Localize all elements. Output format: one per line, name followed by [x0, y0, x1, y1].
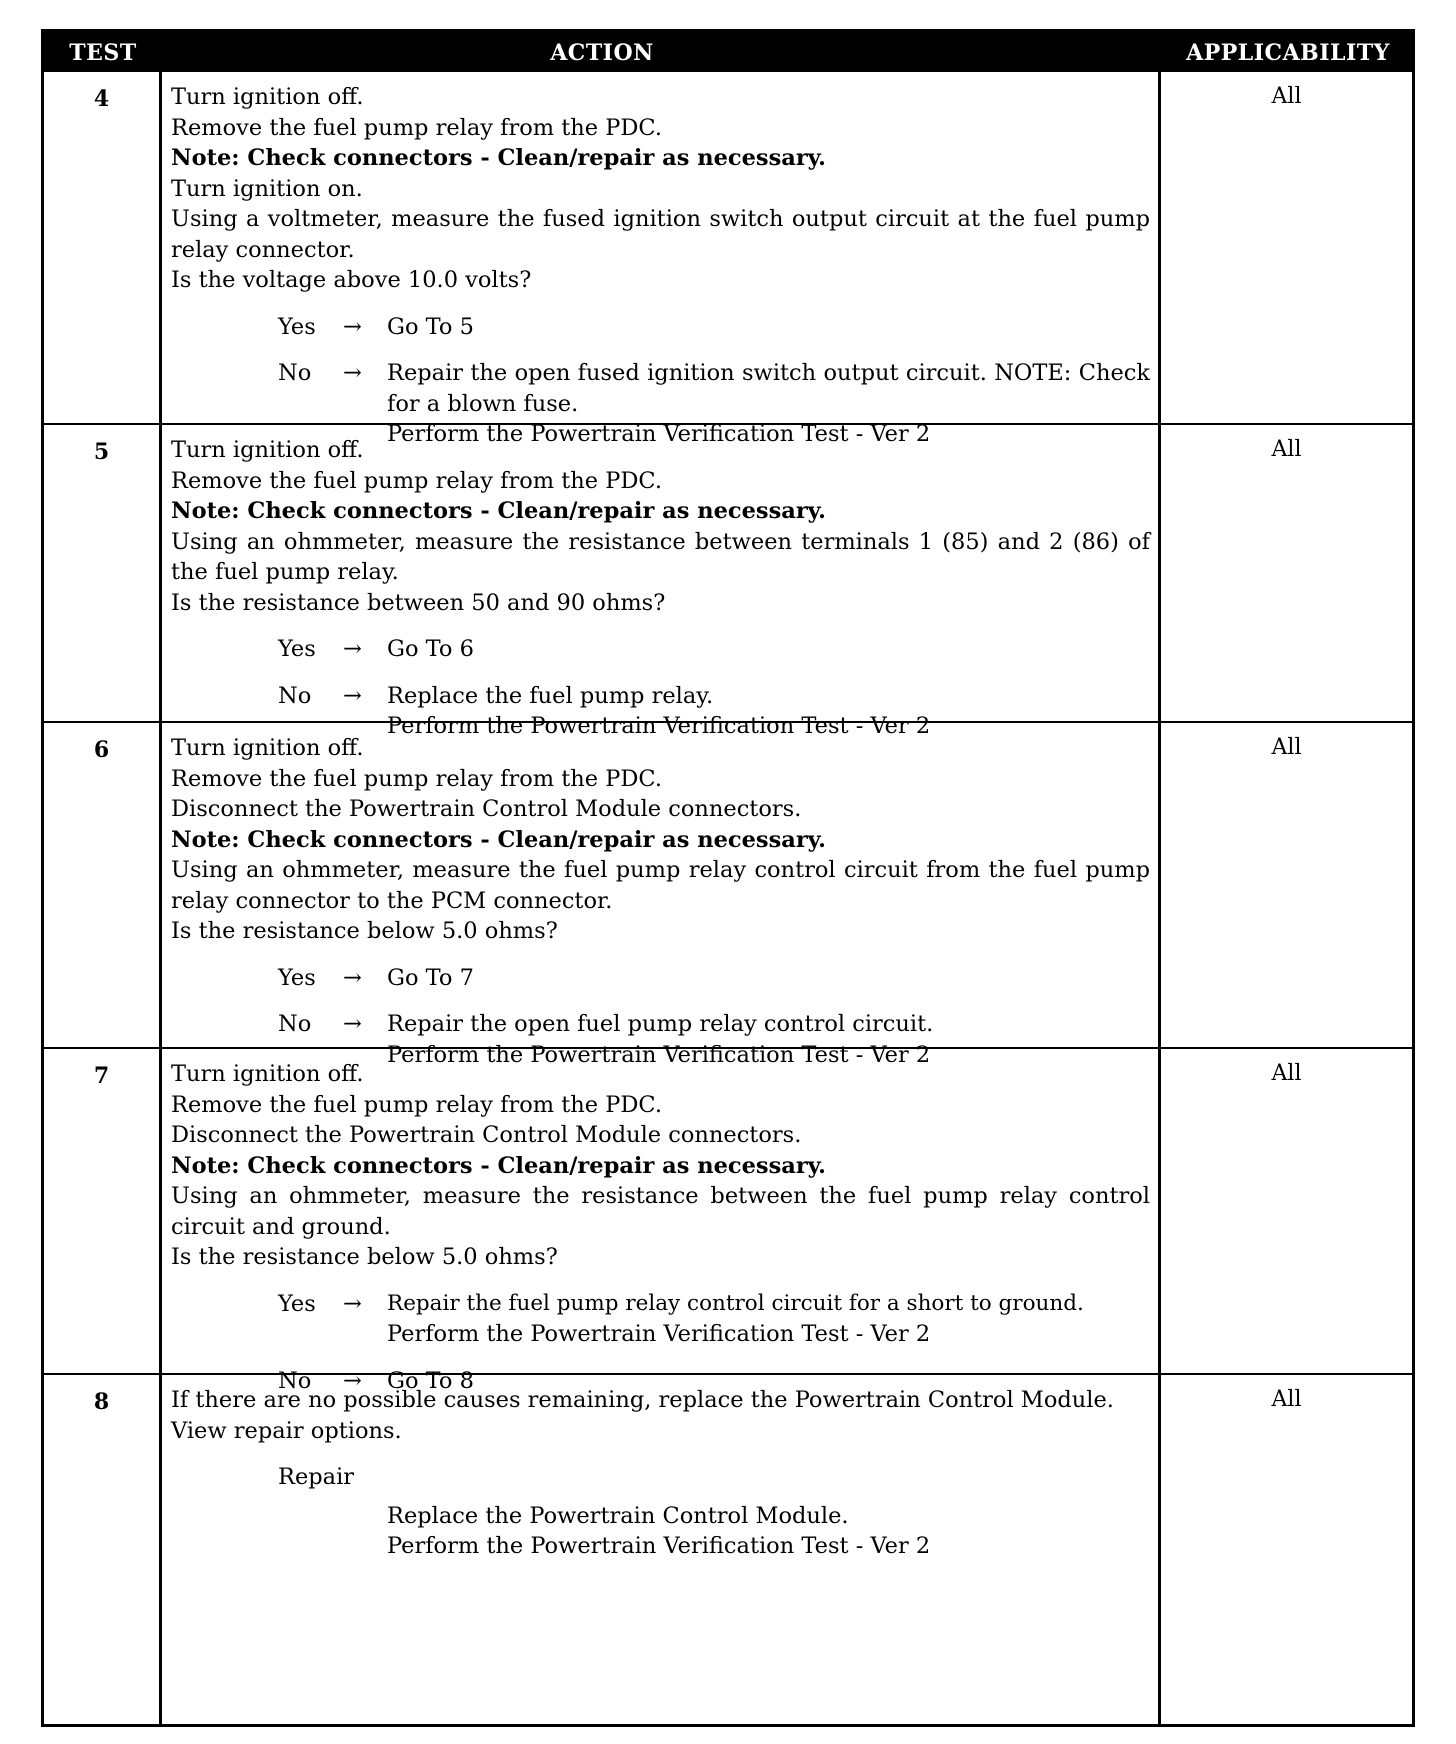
- note: Note: Check connectors - Clean/repair as necessary.: [171, 826, 826, 853]
- yes-branch: [171, 634, 1150, 665]
- applicability: All: [1271, 1061, 1302, 1086]
- action-cell: [162, 723, 1161, 1068]
- applicability: All: [1271, 1387, 1302, 1412]
- applicability: All: [1271, 735, 1302, 760]
- arrow-right-icon: →: [343, 1011, 362, 1037]
- yes-label: Yes: [278, 636, 316, 662]
- no-label: No: [278, 1011, 312, 1037]
- no-action: Repair the open fused ignition switch output circuit. NOTE: Check for a blown fuse.: [387, 360, 1150, 417]
- test-number: 5: [44, 425, 162, 721]
- table-row-test-8: [44, 1373, 1412, 1724]
- test-number: 6: [44, 723, 162, 1047]
- no-action: Repair the open fuel pump relay control circuit.: [387, 1011, 934, 1037]
- step: Disconnect the Powertrain Control Module connectors.: [171, 1122, 802, 1148]
- yes-action-followup: Perform the Powertrain Verification Test - Ver 2: [387, 1321, 931, 1347]
- step: Turn ignition on.: [171, 175, 363, 202]
- diagnostic-table: [41, 29, 1415, 1727]
- no-label: No: [278, 1367, 312, 1394]
- yes-action: Go To 6: [387, 636, 474, 662]
- arrow-right-icon: →: [343, 682, 362, 709]
- action-cell: [162, 1049, 1161, 1394]
- no-action-followup: Perform the Powertrain Verification Test - Ver 2: [387, 421, 931, 447]
- yes-action: Go To 5: [387, 313, 474, 340]
- question: Is the resistance below 5.0 ohms?: [171, 918, 558, 944]
- repair-action: Replace the Powertrain Control Module.: [387, 1502, 849, 1529]
- arrow-right-icon: →: [343, 1290, 362, 1317]
- step: Turn ignition off.: [171, 437, 364, 463]
- no-action-followup: Perform the Powertrain Verification Test - Ver 2: [387, 1041, 931, 1068]
- no-action: Go To 8: [387, 1367, 474, 1394]
- note: Note: Check connectors - Clean/repair as necessary.: [171, 498, 826, 524]
- yes-label: Yes: [278, 313, 316, 340]
- step: Turn ignition off.: [171, 735, 364, 761]
- test-number: 8: [44, 1375, 162, 1724]
- action-cell: [162, 1375, 1161, 1724]
- step: Remove the fuel pump relay from the PDC.: [171, 1091, 662, 1118]
- no-action: Replace the fuel pump relay.: [387, 682, 714, 709]
- table-header: [44, 32, 1412, 72]
- step: Turn ignition off.: [171, 1061, 364, 1087]
- question: Is the voltage above 10.0 volts?: [171, 267, 532, 293]
- repair-action-followup: Perform the Powertrain Verification Test - Ver 2: [387, 1533, 931, 1559]
- header-action: ACTION: [550, 40, 654, 66]
- yes-branch: [171, 312, 1150, 343]
- question: Is the resistance below 5.0 ohms?: [171, 1244, 558, 1270]
- action-cell: [162, 72, 1161, 447]
- applicability: All: [1271, 437, 1302, 462]
- table-row-test-6: [44, 721, 1412, 1068]
- table-row-test-4: [44, 72, 1412, 447]
- step: Remove the fuel pump relay from the PDC.: [171, 467, 662, 494]
- step: Disconnect the Powertrain Control Module connectors.: [171, 796, 802, 822]
- arrow-right-icon: →: [343, 360, 362, 386]
- arrow-right-icon: →: [343, 636, 362, 662]
- yes-label: Yes: [278, 1290, 316, 1317]
- step: Using an ohmmeter, measure the resistance between terminals 1 (85) and 2 (86) of the fuel pump relay.: [171, 528, 1150, 585]
- yes-label: Yes: [278, 964, 316, 991]
- yes-branch: [171, 1289, 1150, 1350]
- yes-action: Repair the fuel pump relay control circuit for a short to ground.: [387, 1290, 1084, 1316]
- no-label: No: [278, 360, 312, 386]
- step: Using a voltmeter, measure the fused ignition switch output circuit at the fuel pump relay connector.: [171, 206, 1150, 263]
- step: Remove the fuel pump relay from the PDC.: [171, 114, 662, 141]
- header-applicability: APPLICABILITY: [1186, 40, 1390, 66]
- header-test: TEST: [69, 40, 137, 66]
- step: Turn ignition off.: [171, 84, 364, 110]
- note: Note: Check connectors - Clean/repair as necessary.: [171, 1152, 826, 1179]
- repair-label: Repair: [278, 1464, 355, 1490]
- table-row-test-5: [44, 423, 1412, 739]
- test-number: 7: [44, 1049, 162, 1373]
- arrow-right-icon: →: [343, 964, 362, 991]
- action-cell: [162, 425, 1161, 739]
- table-row-test-7: [44, 1047, 1412, 1394]
- arrow-right-icon: →: [343, 313, 362, 340]
- step: Remove the fuel pump relay from the PDC.: [171, 765, 662, 792]
- yes-branch: [171, 963, 1150, 994]
- no-label: No: [278, 682, 312, 709]
- yes-action: Go To 7: [387, 964, 474, 991]
- applicability: All: [1271, 84, 1302, 109]
- step: Using an ohmmeter, measure the fuel pump relay control circuit from the fuel pump relay connector to the PCM connector.: [171, 857, 1150, 914]
- question: Is the resistance between 50 and 90 ohms?: [171, 589, 666, 616]
- test-number: 4: [44, 72, 162, 423]
- step: If there are no possible causes remaining, replace the Powertrain Control Module.: [171, 1387, 1114, 1413]
- step: View repair options.: [171, 1417, 402, 1444]
- no-action-followup: Perform the Powertrain Verification Test - Ver 2: [387, 713, 931, 739]
- arrow-right-icon: →: [343, 1367, 362, 1394]
- note: Note: Check connectors - Clean/repair as necessary.: [171, 145, 826, 171]
- step: Using an ohmmeter, measure the resistance between the fuel pump relay control circuit and ground.: [171, 1183, 1150, 1240]
